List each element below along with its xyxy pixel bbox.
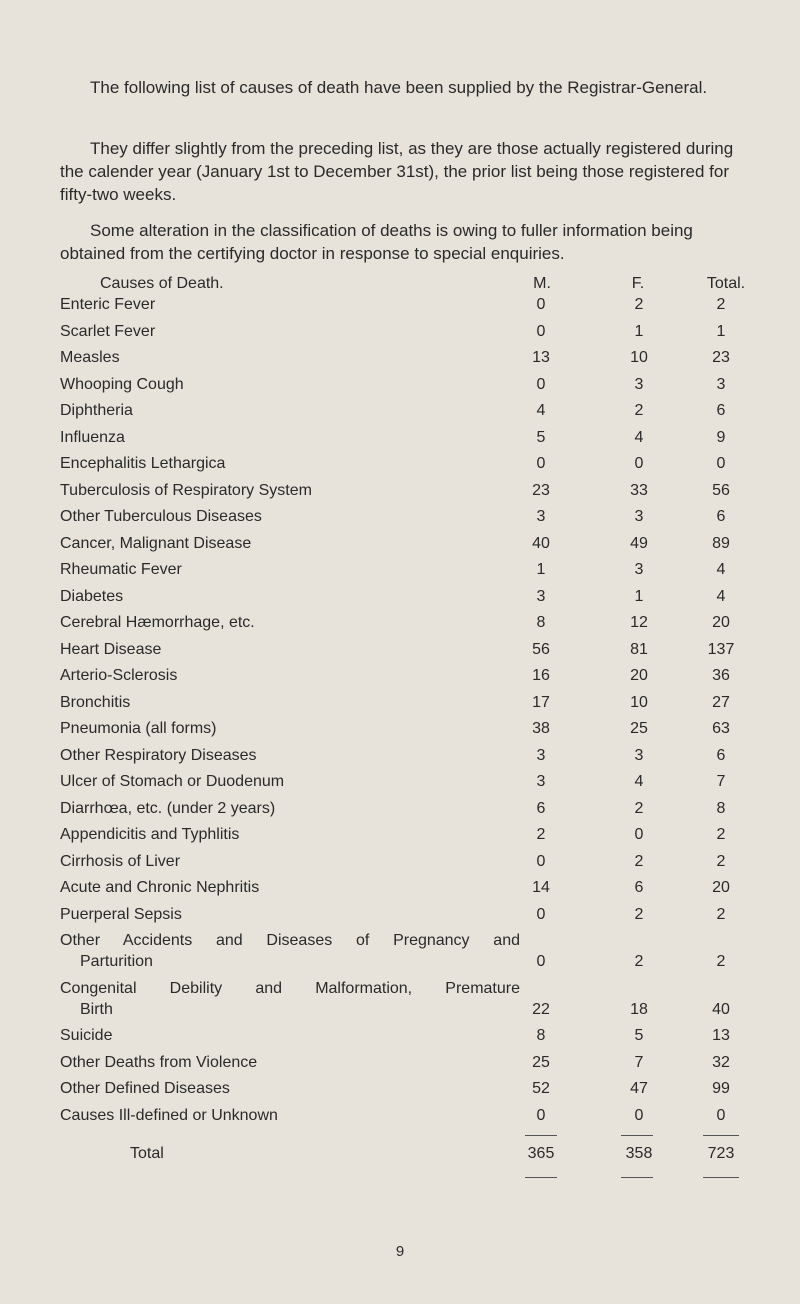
cause-label: Diarrhœa, etc. (under 2 years) [60, 800, 276, 817]
header-cause: Causes of Death. [100, 275, 224, 292]
cell-male: 2 [536, 826, 546, 843]
cause-label: Pneumonia (all forms) [60, 720, 217, 737]
cell-female: 10 [630, 694, 648, 711]
cell-female: 33 [630, 482, 648, 499]
cell-male: 365 [527, 1145, 555, 1162]
cause-label: Other Tuberculous Diseases [60, 508, 262, 525]
cell-female: 20 [630, 667, 648, 684]
cell-male: 0 [536, 853, 546, 870]
cell-total: 23 [712, 349, 730, 366]
cause-label: Puerperal Sepsis [60, 906, 182, 923]
cell-female: 18 [630, 1001, 648, 1018]
cell-male: 0 [536, 455, 546, 472]
cause-label: Other Defined Diseases [60, 1080, 230, 1097]
cell-total: 2 [716, 853, 726, 870]
table-row [0, 376, 800, 400]
cell-male: 25 [532, 1054, 550, 1071]
cell-female: 81 [630, 641, 648, 658]
table-row [0, 953, 800, 977]
total-label: Total [130, 1145, 164, 1162]
cause-label: Tuberculosis of Respiratory System [60, 482, 312, 499]
total-row [0, 1145, 800, 1169]
cause-label: Acute and Chronic Nephritis [60, 879, 260, 896]
cell-female: 2 [634, 853, 644, 870]
cell-male: 14 [532, 879, 550, 896]
total-rule [621, 1177, 653, 1178]
cause-label: Cirrhosis of Liver [60, 853, 181, 870]
cell-female: 1 [634, 323, 644, 340]
cause-label-line1: Other Accidents and Diseases of Pregnancy and [60, 932, 520, 949]
table-row [0, 641, 800, 665]
cell-female: 4 [634, 429, 644, 446]
cell-female: 5 [634, 1027, 644, 1044]
cell-male: 17 [532, 694, 550, 711]
cell-female: 49 [630, 535, 648, 552]
total-rule [703, 1177, 739, 1178]
cell-total: 32 [712, 1054, 730, 1071]
cell-total: 63 [712, 720, 730, 737]
cell-total: 9 [716, 429, 726, 446]
table-row [0, 1080, 800, 1104]
cell-total: 99 [712, 1080, 730, 1097]
cause-label: Scarlet Fever [60, 323, 156, 340]
cell-male: 0 [536, 376, 546, 393]
cell-male: 0 [536, 906, 546, 923]
cell-female: 2 [634, 296, 644, 313]
table-row [0, 1027, 800, 1051]
table-row [0, 879, 800, 903]
cell-total: 27 [712, 694, 730, 711]
table-row [0, 694, 800, 718]
table-row [0, 773, 800, 797]
cell-total: 3 [716, 376, 726, 393]
cause-label: Causes Ill-defined or Unknown [60, 1107, 278, 1124]
cause-label: Ulcer of Stomach or Duodenum [60, 773, 285, 790]
difference-paragraph: They differ slightly from the preceding list, as they are those actually registered during the calender year (January 1st to December 31st), the prior list being those registered for fifty-two weeks. [60, 139, 734, 204]
cause-label: Measles [60, 349, 120, 366]
table-row [0, 455, 800, 479]
cell-male: 13 [532, 349, 550, 366]
header-male: M. [533, 275, 551, 292]
cell-total: 36 [712, 667, 730, 684]
cell-female: 0 [634, 455, 644, 472]
cell-male: 0 [536, 323, 546, 340]
cell-female: 10 [630, 349, 648, 366]
cell-total: 2 [716, 953, 726, 970]
cause-label: Bronchitis [60, 694, 131, 711]
cell-total: 20 [712, 879, 730, 896]
cell-male: 8 [536, 614, 546, 631]
cause-label: Other Respiratory Diseases [60, 747, 257, 764]
cell-female: 1 [634, 588, 644, 605]
cell-female: 2 [634, 906, 644, 923]
cell-total: 2 [716, 826, 726, 843]
cell-male: 52 [532, 1080, 550, 1097]
cause-label: Appendicitis and Typhlitis [60, 826, 240, 843]
cell-total: 7 [716, 773, 726, 790]
table-row [0, 667, 800, 691]
cell-female: 3 [634, 376, 644, 393]
cell-female: 3 [634, 508, 644, 525]
cause-label: Heart Disease [60, 641, 162, 658]
sum-rule [525, 1135, 557, 1136]
cell-female: 358 [625, 1145, 653, 1162]
table-row [0, 747, 800, 771]
cell-total: 13 [712, 1027, 730, 1044]
table-row [0, 800, 800, 824]
cell-male: 23 [532, 482, 550, 499]
cell-female: 0 [634, 826, 644, 843]
cell-male: 0 [536, 1107, 546, 1124]
cell-total: 0 [716, 455, 726, 472]
cause-label: Whooping Cough [60, 376, 184, 393]
cell-male: 16 [532, 667, 550, 684]
table-row [0, 535, 800, 559]
cell-male: 40 [532, 535, 550, 552]
cause-label: Diabetes [60, 588, 124, 605]
table-row [0, 1054, 800, 1078]
cause-label: Encephalitis Lethargica [60, 455, 226, 472]
cell-female: 12 [630, 614, 648, 631]
cell-total: 56 [712, 482, 730, 499]
sum-rule [621, 1135, 653, 1136]
total-rule [525, 1177, 557, 1178]
cause-label-line2: Parturition [80, 953, 153, 970]
cell-female: 2 [634, 953, 644, 970]
table-row [0, 614, 800, 638]
cause-label: Influenza [60, 429, 125, 446]
table-row [0, 349, 800, 373]
cell-total: 2 [716, 906, 726, 923]
intro-paragraph: The following list of causes of death have been supplied by the Registrar-General. [90, 78, 708, 97]
cause-label: Diphtheria [60, 402, 133, 419]
cell-female: 3 [634, 747, 644, 764]
cause-label: Other Deaths from Violence [60, 1054, 258, 1071]
table-row [0, 561, 800, 585]
cell-male: 3 [536, 747, 546, 764]
cause-label-line2: Birth [80, 1001, 113, 1018]
table-row [0, 720, 800, 744]
cell-total: 6 [716, 508, 726, 525]
cell-male: 0 [536, 953, 546, 970]
cell-female: 2 [634, 800, 644, 817]
cause-label: Cerebral Hæmorrhage, etc. [60, 614, 255, 631]
cause-label: Rheumatic Fever [60, 561, 182, 578]
table-row [0, 1001, 800, 1025]
cell-female: 47 [630, 1080, 648, 1097]
page-number: 9 [395, 1243, 405, 1260]
cell-male: 22 [532, 1001, 550, 1018]
cause-label-line1: Congenital Debility and Malformation, Premature [60, 980, 520, 997]
classification-paragraph: Some alteration in the classification of deaths is owing to fuller information being obtained from the certifying doctor in response to special enquiries. [60, 221, 693, 263]
sum-rule [703, 1135, 739, 1136]
cell-male: 6 [536, 800, 546, 817]
table-row [0, 508, 800, 532]
cell-total: 4 [716, 561, 726, 578]
header-total: Total. [706, 275, 746, 292]
cause-label: Enteric Fever [60, 296, 156, 313]
cell-total: 2 [716, 296, 726, 313]
table-row [0, 482, 800, 506]
cause-label: Arterio-Sclerosis [60, 667, 178, 684]
cell-male: 3 [536, 773, 546, 790]
table-row [0, 906, 800, 930]
cell-male: 38 [532, 720, 550, 737]
cell-female: 25 [630, 720, 648, 737]
cell-total: 137 [707, 641, 735, 658]
table-row [0, 588, 800, 612]
cell-female: 4 [634, 773, 644, 790]
cell-male: 5 [536, 429, 546, 446]
table-row [0, 853, 800, 877]
header-female: F. [631, 275, 645, 292]
cell-total: 6 [716, 747, 726, 764]
cell-total: 723 [707, 1145, 735, 1162]
table-row [0, 296, 800, 320]
cause-label: Cancer, Malignant Disease [60, 535, 252, 552]
cell-male: 1 [536, 561, 546, 578]
cell-female: 2 [634, 402, 644, 419]
cell-male: 8 [536, 1027, 546, 1044]
cell-total: 6 [716, 402, 726, 419]
cell-total: 1 [716, 323, 726, 340]
cell-male: 4 [536, 402, 546, 419]
cell-female: 6 [634, 879, 644, 896]
table-row [0, 402, 800, 426]
cell-male: 3 [536, 508, 546, 525]
cell-male: 0 [536, 296, 546, 313]
table-row [0, 1107, 800, 1131]
cell-female: 7 [634, 1054, 644, 1071]
cell-total: 89 [712, 535, 730, 552]
cell-total: 8 [716, 800, 726, 817]
table-row [0, 429, 800, 453]
cell-total: 4 [716, 588, 726, 605]
cell-male: 3 [536, 588, 546, 605]
cell-total: 20 [712, 614, 730, 631]
table-row [0, 826, 800, 850]
cell-female: 0 [634, 1107, 644, 1124]
cause-label: Suicide [60, 1027, 113, 1044]
cell-female: 3 [634, 561, 644, 578]
cell-total: 0 [716, 1107, 726, 1124]
cell-male: 56 [532, 641, 550, 658]
table-row [0, 323, 800, 347]
cell-total: 40 [712, 1001, 730, 1018]
